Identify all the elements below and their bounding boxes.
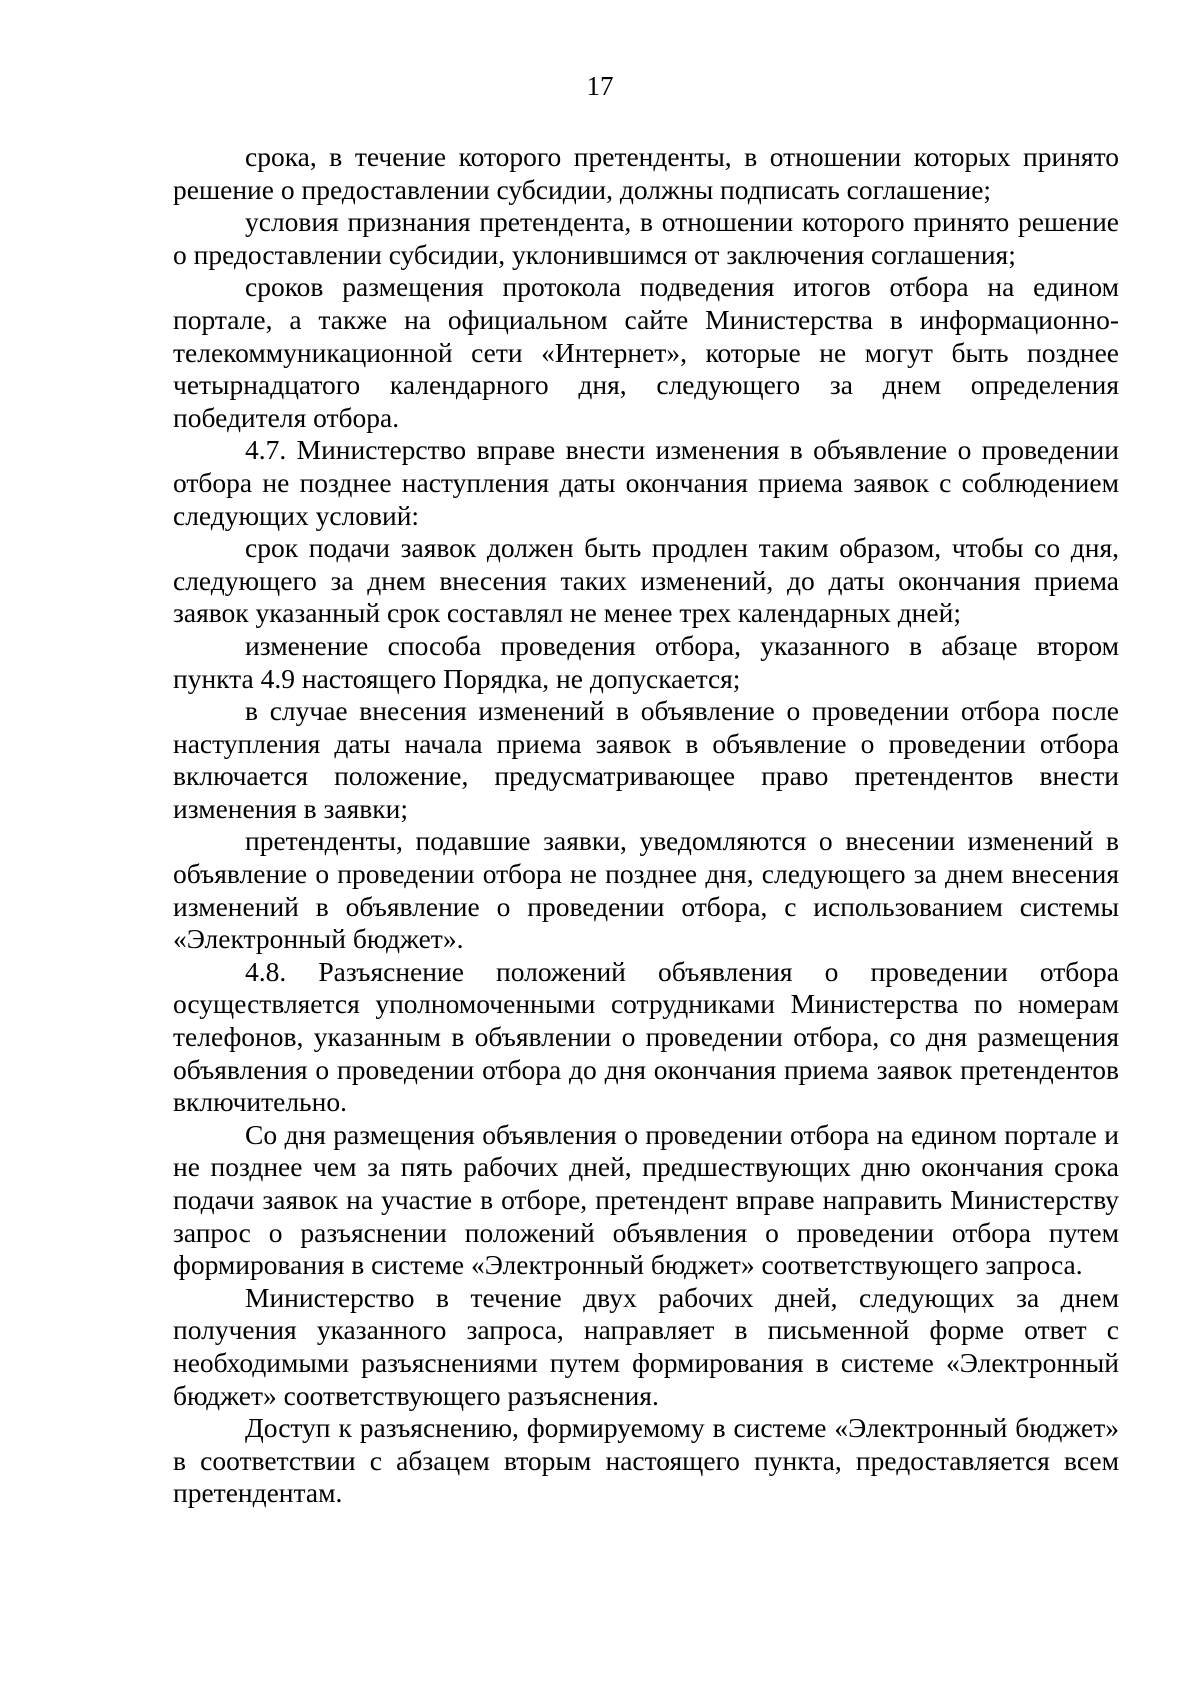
paragraph: в случае внесения изменений в объявление о проведении отбора после наступления даты начала приема заявок в объявление о проведении отбора включается положение, предусматривающее право претендентов внести изменения в заявки;	[173, 695, 1119, 824]
page-number: 17	[586, 71, 614, 101]
paragraph: Доступ к разъяснению, формируемому в системе «Электронный бюджет» в соответствии с абзацем вторым настоящего пункта, предоставляется всем претендентам.	[173, 1412, 1119, 1509]
paragraph: претенденты, подавшие заявки, уведомляются о внесении изменений в объявление о проведении отбора не позднее дня, следующего за днем внесения изменений в объявление о проведении отбора, с использованием системы «Электронный бюджет».	[173, 825, 1119, 955]
paragraph: 4.7. Министерство вправе внести изменения в объявление о проведении отбора не позднее наступления даты окончания приема заявок с соблюдением следующих условий:	[173, 434, 1119, 531]
paragraph: срок подачи заявок должен быть продлен таким образом, чтобы со дня, следующего за днем внесения таких изменений, до даты окончания приема заявок указанный срок составлял не менее трех календарных дней;	[173, 532, 1119, 629]
paragraph: условия признания претендента, в отношении которого принято решение о предоставлении субсидии, уклонившимся от заключения соглашения;	[173, 206, 1119, 270]
paragraph: 4.8. Разъяснение положений объявления о проведении отбора осуществляется уполномоченными сотрудниками Министерства по номерам телефонов, указанным в объявлении о проведении отбора, со дня размещения объявления о проведении отбора до дня окончания приема заявок претендентов включительно.	[173, 955, 1119, 1118]
paragraph: Со дня размещения объявления о проведении отбора на едином портале и не позднее чем за пять рабочих дней, предшествующих дню окончания срока подачи заявок на участие в отборе, претендент вправе направить Министерству запрос о разъяснении положений объявления о проведении отбора путем формирования в системе «Электронный бюджет» соответствующего запроса.	[173, 1118, 1119, 1281]
paragraph: изменение способа проведения отбора, указанного в абзаце втором пункта 4.9 настоящего Порядка, не допускается;	[173, 629, 1119, 694]
paragraph: срока, в течение которого претенденты, в отношении которых принято решение о предоставлении субсидии, должны подписать соглашение;	[173, 141, 1119, 205]
paragraph: сроков размещения протокола подведения итогов отбора на едином портале, а также на официальном сайте Министерства в информационно-телекоммуникационной сети «Интернет», которые не могут быть позднее четырнадцатого календарного дня, следующего за днем определения победителя отбора.	[173, 271, 1119, 433]
document-body	[173, 141, 1119, 1510]
paragraph: Министерство в течение двух рабочих дней, следующих за днем получения указанного запроса, направляет в письменной форме ответ с необходимыми разъяснениями путем формирования в системе «Электронный бюджет» соответствующего разъяснения.	[173, 1281, 1119, 1411]
